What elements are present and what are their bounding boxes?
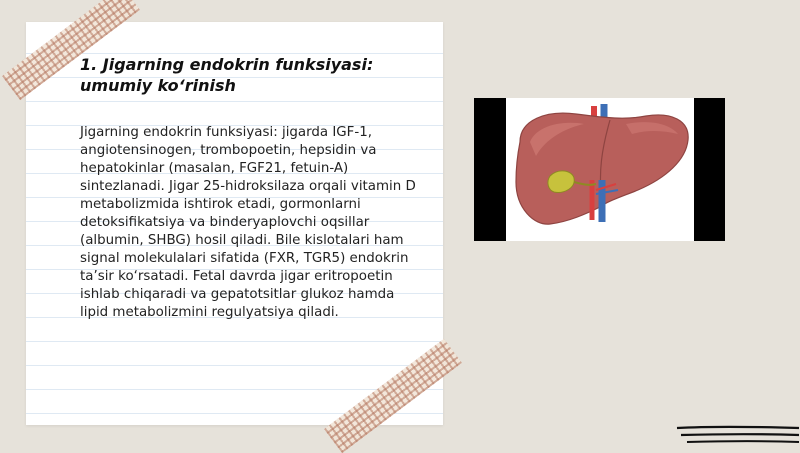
decorative-lines: [675, 422, 800, 444]
slide-title: 1. Jigarning endokrin funksiyasi: umumiy ko‘rinish: [80, 55, 374, 95]
slide-body-text: Jigarning endokrin funksiyasi: jigarda IGF-1, angiotensinogen, trombopoetin, hepsidin va hepatokinlar (masalan, FGF21, fetuin-A) sintezlanadi. Jigar 25-hidroksilaza orqali vitamin D metabolizmida ishtirok etadi, gormonlarni detoksifikatsiya va binderyaplovchi oqsillar (albumin, SHBG) hosil qiladi. Bile kislotalari ham signal molekulalari sifatida (FXR, TGR5) endokrin ta’sir ko‘rsatadi. Fetal davrda jigar eritropoetin ishlab chiqaradi va gepatotsitlar glukoz hamda lipid metabolizmini regulyatsiya qiladi.: [80, 125, 416, 320]
deco-line-3: [687, 441, 799, 442]
liver-image: [506, 98, 694, 241]
liver-illustration-icon: [506, 98, 694, 241]
deco-line-1: [677, 427, 799, 428]
deco-line-2: [681, 434, 799, 435]
liver-image-frame: [474, 98, 725, 241]
